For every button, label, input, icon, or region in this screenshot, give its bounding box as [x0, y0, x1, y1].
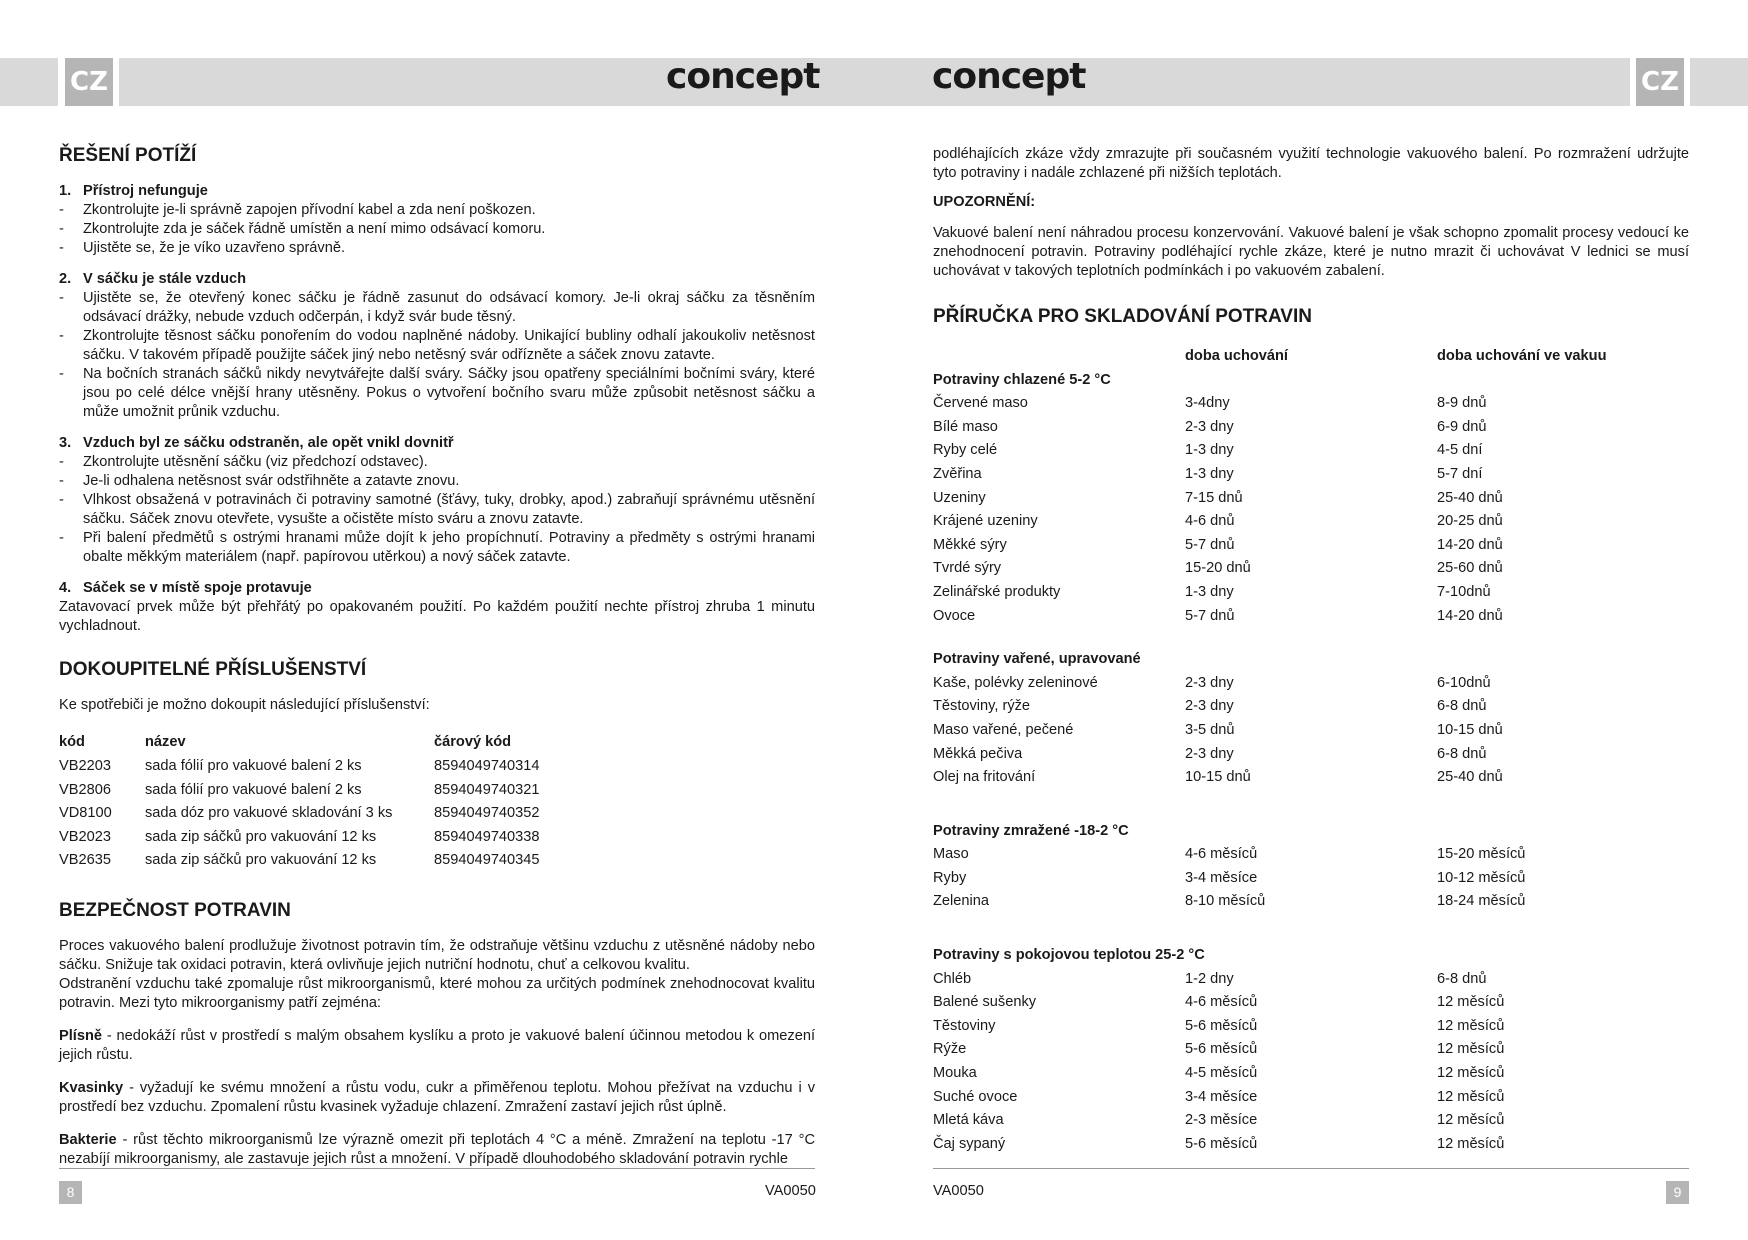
storage-time: 1-3 dny: [1185, 465, 1234, 482]
header-bar-right-stub: [1690, 58, 1748, 106]
language-badge-left: CZ: [65, 58, 113, 106]
vacuum-storage-time: 6-8 dnů: [1437, 970, 1487, 987]
column-header: čárový kód: [434, 733, 512, 750]
food-name: Uzeniny: [933, 489, 986, 506]
model-label-left: VA0050: [765, 1183, 816, 1199]
page-number-left: 8: [59, 1181, 82, 1204]
vacuum-storage-time: 20-25 dnů: [1437, 513, 1503, 530]
bullet-list: [59, 289, 815, 422]
storage-time: 3-4dny: [1185, 395, 1230, 412]
list-item: - Zkontrolujte utěsnění sáčku (viz předchozí odstavec).: [59, 453, 815, 472]
food-name: Měkká pečiva: [933, 745, 1023, 762]
paragraph: Odstranění vzduchu také zpomaluje růst mikroorganismů, které mohou za určitých podmínek znehodnocovat kvalitu potravin. Mezi tyto mikroorganismy patří zejména:: [59, 975, 815, 1011]
paragraph-molds: Plísně - nedokáží růst v prostředí s malým obsahem kyslíku a proto je vakuové balení účinnou metodou k omezení jejich růstu.: [59, 1027, 815, 1063]
vacuum-storage-time: 6-10dnů: [1437, 674, 1491, 691]
corner-cell: [933, 345, 1185, 369]
food-name: Olej na fritování: [933, 769, 1036, 786]
storage-time: 2-3 měsíce: [1185, 1112, 1258, 1129]
food-name: Zelenina: [933, 893, 989, 910]
column-header: doba uchování: [1185, 348, 1288, 364]
food-name: Zelinářské produkty: [933, 583, 1061, 600]
food-name: Ryby celé: [933, 442, 998, 459]
food-name: Kaše, polévky zeleninové: [933, 674, 1098, 691]
vacuum-storage-time: 15-20 měsíců: [1437, 846, 1526, 863]
column-header: název: [145, 733, 186, 750]
column-header: doba uchování ve vakuu: [1437, 348, 1607, 364]
paragraph-continued: podléhajících zkáze vždy zmrazujte při současném využití technologie vakuového balení. Po rozmražení udržujte tyto potraviny i nadále zchlazené při nižších teplotách.: [933, 146, 1689, 181]
vacuum-storage-time: 25-40 dnů: [1437, 769, 1503, 786]
section-heading: 1. Přístroj nefunguje: [59, 183, 208, 199]
bullet-list: [59, 453, 815, 567]
table-header-row: [59, 729, 554, 755]
food-name: Červené maso: [933, 395, 1028, 412]
vacuum-storage-time: 10-12 měsíců: [1437, 869, 1526, 886]
food-name: Bílé maso: [933, 418, 998, 435]
food-name: Maso vařené, pečené: [933, 721, 1074, 738]
storage-time: 2-3 dny: [1185, 698, 1234, 715]
warning-title: UPOZORNĚNÍ:: [933, 194, 1036, 210]
header-bar-left-stub: [0, 58, 58, 106]
list-item: - Zkontrolujte je-li správně zapojen přívodní kabel a zda není poškozen.: [59, 201, 815, 220]
food-safety-title: BEZPEČNOST POTRAVIN: [59, 899, 291, 921]
food-name: Ovoce: [933, 607, 976, 624]
paragraph-yeasts: Kvasinky - vyžadují ke svému množení a růstu vodu, cukr a přiměřenou teplotu. Mohou přežívat na vzduchu i v prostředí bez vzduchu. Zpomalení růstu kvasinek vyžaduje chlazení. Zmražení zastaví jejich růst úplně.: [59, 1079, 815, 1115]
right-page: [933, 145, 1689, 1156]
section-heading: 3. Vzduch byl ze sáčku odstraněn, ale opět vnikl dovnitř: [59, 435, 454, 451]
group-title: Potraviny vařené, upravované: [933, 651, 1141, 668]
vacuum-storage-time: 10-15 dnů: [1437, 721, 1503, 738]
storage-time: 15-20 dnů: [1185, 560, 1251, 577]
vacuum-storage-time: 5-7 dní: [1437, 465, 1483, 482]
food-name: Čaj sypaný: [933, 1135, 1006, 1152]
warning-text: Vakuové balení není náhradou procesu konzervování. Vakuové balení je však schopno zpomalit procesy vedoucí ke znehodnocení potravin. Potraviny podléhající rychle zkáze, které je nutno mrazit či uchovávat V lednici se musí uchovávat v takových teplotních podmínkách i po vakuovém zabalení.: [933, 225, 1689, 279]
list-item: - Je-li odhalena netěsnost svár odstřihněte a zatavte znovu.: [59, 472, 815, 491]
list-item: - Na bočních stranách sáčků nikdy nevytvářejte další sváry. Sáčky jsou opatřeny speciálními bočními sváry, které jsou po celé délce vnější hrany utěsněny. Pokus o vytvoření bočního svaru může způsobit netěsnost sáčku a může umožnit průnik vzduchu.: [59, 365, 815, 422]
paragraph: Proces vakuového balení prodlužuje životnost potravin tím, že odstraňuje většinu vzduchu z utěsněné nádoby nebo sáčku. Snižuje tak oxidaci potravin, která ovlivňuje jejich nutriční hodnotu, chuť a celkovou kvalitu.: [59, 937, 815, 973]
list-item: - Vlhkost obsažená v potravinách či potraviny samotné (šťávy, tuky, drobky, apod.) zabraňují správnému utěsnění sáčku. Sáček znovu otevřete, vysušte a očistěte místo sváru a znovu zatavte.: [59, 491, 815, 529]
vacuum-storage-time: 12 měsíců: [1437, 1017, 1505, 1034]
food-name: Tvrdé sýry: [933, 560, 1002, 577]
food-name: Mletá káva: [933, 1112, 1004, 1129]
accessories-intro: Ke spotřebiči je možno dokoupit následující příslušenství:: [59, 697, 430, 713]
storage-time: 4-5 měsíců: [1185, 1065, 1258, 1082]
storage-time: 2-3 dny: [1185, 745, 1234, 762]
storage-time: 3-4 měsíce: [1185, 1088, 1258, 1105]
table-row: VD8100 sada dóz pro vakuové skladování 3 ks 8594049740352: [59, 805, 540, 822]
group-title: Potraviny zmražené -18-2 °C: [933, 822, 1129, 839]
food-name: Těstoviny, rýže: [933, 698, 1031, 715]
storage-time: 1-3 dny: [1185, 583, 1234, 600]
vacuum-storage-time: 7-10dnů: [1437, 583, 1491, 600]
vacuum-storage-time: 12 měsíců: [1437, 1065, 1505, 1082]
storage-time: 4-6 dnů: [1185, 513, 1235, 530]
storage-time: 7-15 dnů: [1185, 489, 1243, 506]
storage-group: [933, 944, 1689, 1156]
list-item: - Zkontrolujte zda je sáček řádně umístěn a není mimo odsávací komoru.: [59, 220, 815, 239]
vacuum-storage-time: 25-60 dnů: [1437, 560, 1503, 577]
list-item: - Zkontrolujte těsnost sáčku ponořením do vodou naplněné nádoby. Unikající bubliny odhalí jakoukoliv netěsnost sáčku. V takovém případě použijte sáček jiný nebo netěsný svár odřízněte a sáček znovu zatavte.: [59, 327, 815, 365]
food-name: Krájené uzeniny: [933, 513, 1038, 530]
bullet-list: [59, 201, 815, 258]
section-heading: 2. V sáčku je stále vzduch: [59, 271, 247, 287]
table-row: VB2806 sada fólií pro vakuové balení 2 ks 8594049740321: [59, 781, 540, 798]
vacuum-storage-time: 14-20 dnů: [1437, 607, 1503, 624]
storage-time: 4-6 měsíců: [1185, 846, 1258, 863]
list-item: - Ujistěte se, že je víko uzavřeno správně.: [59, 239, 815, 258]
vacuum-storage-time: 14-20 dnů: [1437, 536, 1503, 553]
storage-time: 1-2 dny: [1185, 970, 1234, 987]
storage-group: [933, 820, 1689, 914]
left-page: [59, 140, 815, 1169]
paragraph-bacteria: Bakterie - růst těchto mikroorganismů lze výrazně omezit při teplotách 4 °C a méně. Zmražení na teplotu -17 °C nezabíjí mikroorganismy, ale zastavuje jejich růst a množení. V případě dlouhodobého skladování potravin rychle: [59, 1131, 815, 1167]
accessories-title: DOKOUPITELNÉ PŘÍSLUŠENSTVÍ: [59, 659, 367, 680]
storage-time: 5-7 dnů: [1185, 536, 1235, 553]
storage-time: 5-6 měsíců: [1185, 1041, 1258, 1058]
vacuum-storage-time: 6-9 dnů: [1437, 418, 1487, 435]
vacuum-storage-time: 25-40 dnů: [1437, 489, 1503, 506]
paragraph: Zatavovací prvek může být přehřátý po opakovaném použití. Po každém použití nechte přístroj zhruba 1 minutu vychladnout.: [59, 599, 815, 634]
vacuum-storage-time: 12 měsíců: [1437, 1041, 1505, 1058]
storage-time: 5-7 dnů: [1185, 607, 1235, 624]
storage-time: 3-5 dnů: [1185, 721, 1235, 738]
section-heading: 4. Sáček se v místě spoje protavuje: [59, 580, 312, 596]
storage-time: 10-15 dnů: [1185, 769, 1251, 786]
storage-group: [933, 648, 1689, 790]
footer-divider-right: [933, 1168, 1689, 1169]
page-number-right: 9: [1666, 1181, 1689, 1204]
vacuum-storage-time: 12 měsíců: [1437, 1112, 1505, 1129]
vacuum-storage-time: 12 měsíců: [1437, 1088, 1505, 1105]
list-item: - Ujistěte se, že otevřený konec sáčku je řádně zasunut do odsávací komory. Je-li okraj sáčku za těsněním odsávací drážky, nebude vzduch odčerpán, i když svár bude těsný.: [59, 289, 815, 327]
food-name: Rýže: [933, 1041, 967, 1058]
table-row: VB2023 sada zip sáčků pro vakuování 12 ks 8594049740338: [59, 828, 540, 845]
storage-time: 5-6 měsíců: [1185, 1017, 1258, 1034]
food-name: Mouka: [933, 1065, 977, 1082]
brand-logo-left: concept: [666, 56, 820, 97]
food-name: Balené sušenky: [933, 994, 1037, 1011]
table-row: VB2635 sada zip sáčků pro vakuování 12 ks 8594049740345: [59, 852, 540, 869]
troubleshooting-title: ŘEŠENÍ POTÍŽÍ: [59, 145, 197, 166]
storage-time: 5-6 měsíců: [1185, 1135, 1258, 1152]
language-badge-right: CZ: [1636, 58, 1684, 106]
storage-time: 2-3 dny: [1185, 418, 1234, 435]
food-name: Suché ovoce: [933, 1088, 1018, 1105]
vacuum-storage-time: 4-5 dní: [1437, 442, 1483, 459]
storage-guide-title: PŘÍRUČKA PRO SKLADOVÁNÍ POTRAVIN: [933, 306, 1312, 327]
vacuum-storage-time: 6-8 dnů: [1437, 745, 1487, 762]
food-name: Chléb: [933, 970, 972, 987]
storage-table: [933, 345, 1689, 369]
storage-time: 2-3 dny: [1185, 674, 1234, 691]
footer-divider-left: [59, 1168, 815, 1169]
brand-logo-right: concept: [932, 56, 1086, 97]
storage-time: 1-3 dny: [1185, 442, 1234, 459]
group-title: Potraviny chlazené 5-2 °C: [933, 371, 1111, 388]
vacuum-storage-time: 6-8 dnů: [1437, 698, 1487, 715]
column-header: kód: [59, 733, 85, 750]
model-label-right: VA0050: [933, 1183, 984, 1199]
list-item: - Při balení předmětů s ostrými hranami může dojít k jeho propíchnutí. Potraviny a předměty s ostrými hranami obalte měkkým materiálem (např. papírovou utěrkou) a nový sáček zatavte.: [59, 529, 815, 567]
storage-time: 8-10 měsíců: [1185, 893, 1266, 910]
table-row: VB2203 sada fólií pro vakuové balení 2 ks 8594049740314: [59, 758, 540, 775]
storage-time: 4-6 měsíců: [1185, 994, 1258, 1011]
vacuum-storage-time: 12 měsíců: [1437, 994, 1505, 1011]
vacuum-storage-time: 8-9 dnů: [1437, 395, 1487, 412]
food-name: Měkké sýry: [933, 536, 1007, 553]
group-title: Potraviny s pokojovou teplotou 25-2 °C: [933, 947, 1205, 964]
storage-time: 3-4 měsíce: [1185, 869, 1258, 886]
vacuum-storage-time: 12 měsíců: [1437, 1135, 1505, 1152]
food-name: Těstoviny: [933, 1017, 996, 1034]
accessories-table: [59, 729, 554, 873]
food-name: Maso: [933, 846, 969, 863]
vacuum-storage-time: 18-24 měsíců: [1437, 893, 1526, 910]
storage-group: [933, 369, 1689, 629]
food-name: Zvěřina: [933, 465, 982, 482]
food-name: Ryby: [933, 869, 967, 886]
